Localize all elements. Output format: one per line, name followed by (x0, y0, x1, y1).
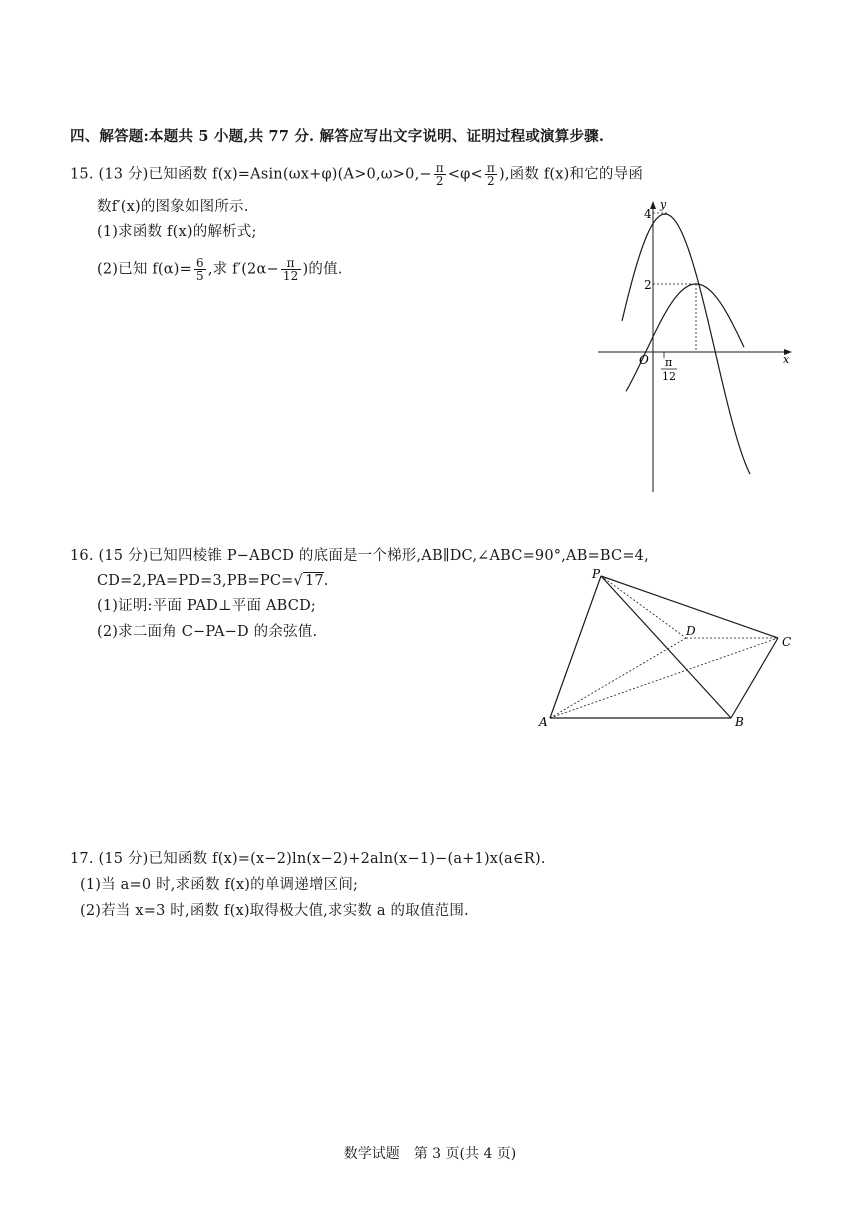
q16-part2: (2)求二面角 C−PA−D 的余弦值. (97, 624, 318, 640)
q16-sqrt-17: 17 (304, 573, 324, 589)
frac-den: 5 (195, 269, 204, 283)
q16-part1: (1)证明:平面 PAD⊥平面 ABCD; (97, 598, 317, 614)
edge-PB (601, 576, 731, 718)
function-curve (626, 284, 744, 391)
frac-num: π (435, 161, 444, 175)
q15-part2-text-c: )的值. (302, 261, 343, 278)
edge-AC (550, 638, 778, 718)
frac-den: 2 (487, 174, 495, 188)
derivative-curve (622, 214, 750, 474)
q15-line1-text-b: <φ< (447, 166, 483, 183)
tick-label-2: 2 (644, 278, 652, 292)
q15-line1-text-c: ),函数 f(x)和它的导函 (498, 166, 644, 183)
q16-pyramid-figure (535, 563, 800, 738)
q17-part1: (1)当 a=0 时,求函数 f(x)的单调递增区间; (80, 877, 359, 893)
q16-line1: 16. (15 分)已知四棱锥 P−ABCD 的底面是一个梯形,AB∥DC,∠ABC=90°,AB=BC=4, (70, 548, 649, 564)
sqrt-sign: √ (293, 573, 303, 589)
tick-label-pi-num: π (665, 356, 673, 369)
q15-frac-6-over-5 (194, 257, 206, 282)
vertex-D: D (686, 624, 696, 638)
frac-num: π (281, 257, 301, 270)
q15-frac-pi-over-2 (485, 162, 497, 187)
vertex-C: C (782, 635, 792, 649)
q15-line1-text-a: 15. (13 分)已知函数 f(x)=Asin(ωx+φ)(A>0,ω>0,− (70, 166, 432, 183)
edge-PA (550, 576, 601, 718)
y-axis-label: y (660, 198, 667, 211)
x-axis-label: x (783, 353, 790, 366)
q17-line1: 17. (15 分)已知函数 f(x)=(x−2)ln(x−2)+2aln(x−1)−(a+1)x(a∈R). (70, 851, 546, 867)
q17-part2: (2)若当 x=3 时,函数 f(x)取得极大值,求实数 a 的取值范围. (80, 903, 469, 919)
q15-function-graph (590, 195, 800, 495)
frac-den: 2 (435, 174, 444, 188)
q15-part2 (97, 257, 343, 282)
origin-label: O (639, 353, 649, 367)
q16-line2 (97, 572, 329, 590)
q15-line1 (70, 162, 643, 187)
frac-num: 6 (195, 256, 204, 270)
section-header: 四、解答题:本题共 5 小题,共 77 分. 解答应写出文字说明、证明过程或演算步骤. (70, 128, 605, 145)
tick-label-4: 4 (644, 207, 652, 221)
edge-BC (731, 638, 778, 718)
page-footer: 数学试题 第 3 页(共 4 页) (343, 1146, 517, 1162)
frac-den: 12 (282, 269, 299, 283)
q15-frac-neg-pi-over-2 (434, 162, 446, 187)
edge-PD (601, 576, 686, 638)
edge-AD (550, 638, 686, 718)
frac-num: π (486, 161, 495, 175)
q15-part1: (1)求函数 f(x)的解析式; (97, 224, 257, 240)
tick-label-pi-den: 12 (662, 370, 676, 383)
q15-frac-pi-over-12 (281, 257, 301, 282)
q16-line2-text-a: CD=2,PA=PD=3,PB=PC= (97, 573, 294, 589)
q15-line2: 数f′(x)的图象如图所示. (97, 199, 249, 215)
q16-line2-text-b: . (323, 573, 329, 589)
q15-part2-text-b: ,求 f′(2α− (207, 261, 279, 278)
vertex-B: B (735, 715, 744, 729)
vertex-A: A (539, 715, 548, 729)
q15-part2-text-a: (2)已知 f(α)= (97, 261, 192, 278)
vertex-P: P (592, 567, 601, 581)
